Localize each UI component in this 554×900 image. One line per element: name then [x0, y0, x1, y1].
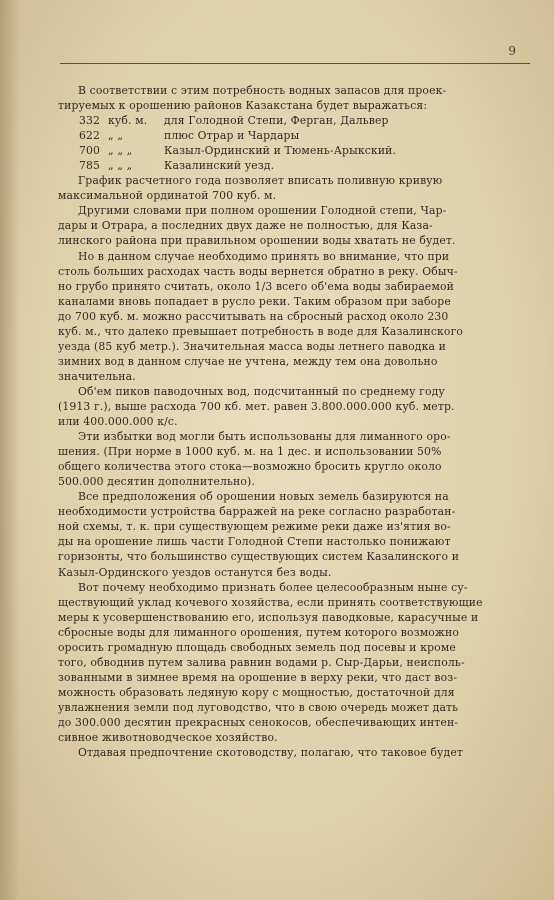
text-line: или 400.000.000 к/с. — [58, 415, 178, 429]
text-line: столь больших расходах часть воды вернется обратно в реку. Обыч- — [58, 264, 458, 278]
text-line: В соответствии с этим потребность водных запасов для проек- — [78, 84, 447, 97]
page-shadow — [0, 0, 20, 900]
text-line: уезда (85 куб метр.). Значительная масса воды летнего паводка и — [58, 339, 446, 353]
requirement-unit: „ „ „ — [108, 144, 133, 158]
text-line: того, обводнив путем залива равнин водами р. Сыр-Дарьи, неисполь- — [58, 655, 465, 669]
text-line: тируемых к орошению районов Казакстана будет выражаться: — [58, 99, 428, 113]
paragraph — [58, 489, 516, 579]
text-line: общего количества этого стока—возможно бросить кругло около — [58, 460, 442, 474]
text-line: График расчетного года позволяет вписать поливную кривую — [78, 174, 443, 188]
requirement-unit: куб. м. — [108, 114, 148, 128]
text-line: (1913 г.), выше расхода 700 кб. мет. равен 3.800.000.000 куб. метр. — [58, 399, 455, 413]
requirement-unit: „ „ „ — [108, 159, 133, 173]
paragraph — [58, 173, 516, 203]
text-line: но грубо принято считать, около 1/3 всего об'ема воды забираемой — [58, 279, 454, 293]
text-line: сбросные воды для лиманного орошения, путем которого возможно — [58, 625, 460, 639]
header-rule — [60, 63, 530, 64]
text-line: Эти избытки вод могли быть использованы для лиманного оро- — [78, 430, 451, 444]
text-line: оросить громадную площадь свободных земель под посевы и кроме — [58, 640, 456, 654]
text-line: Все предположения об орошении новых земель базируются на — [78, 490, 449, 504]
requirement-regions: Казалинский уезд. — [164, 159, 275, 173]
text-line: Но в данном случае необходимо принять во внимание, что при — [78, 249, 450, 263]
water-requirements-list — [58, 113, 516, 173]
text-line: линского района при правильном орошении воды хватать не будет. — [58, 234, 456, 248]
text-line: можность образовать ледяную кору с мощностью, достаточной для — [58, 685, 455, 699]
text-line: горизонты, что большинство существующих систем Казалинского и — [58, 550, 460, 564]
paragraph — [58, 203, 516, 248]
text-line: Вот почему необходимо признать более целесообразным ныне су- — [78, 580, 468, 594]
paragraph-intro — [58, 83, 516, 113]
text-line: дары и Отрара, а последних двух даже не полностью, для Каза- — [58, 219, 433, 233]
page-number: 9 — [508, 44, 516, 58]
text-line: зованными в зимнее время на орошение в верху реки, что даст воз- — [58, 670, 458, 684]
text-line: ществующий уклад кочевого хозяйства, если принять соответствующие — [58, 595, 483, 609]
requirement-regions: плюс Отрар и Чардары — [164, 129, 300, 143]
text-line: Отдавая предпочтение скотоводству, полагаю, что таковое будет — [78, 746, 464, 760]
text-line: Об'ем пиков паводочных вод, подсчитанный по среднему году — [78, 384, 445, 398]
text-line: меры к усовершенствованию его, используя паводковые, карасучные и — [58, 610, 479, 624]
requirement-unit: „ „ — [108, 129, 124, 143]
text-line: сивное животноводческое хозяйство. — [58, 731, 278, 745]
requirement-regions: Казыл-Ординский и Тюмень-Арыкский. — [164, 144, 397, 158]
text-line: ды на орошение лишь части Голодной Степи настолько понижают — [58, 535, 451, 549]
requirement-amount: 785 — [78, 159, 100, 173]
paragraph — [58, 745, 516, 760]
requirement-row — [58, 128, 516, 143]
text-line: зимних вод в данном случае не учтена, между тем она довольно — [58, 354, 438, 368]
text-line: каналами вновь попадает в русло реки. Таким образом при заборе — [58, 294, 451, 308]
text-line: значительна. — [58, 369, 136, 383]
requirement-amount: 700 — [78, 144, 100, 158]
text-line: максимальной ординатой 700 куб. м. — [58, 189, 277, 203]
paragraph — [58, 580, 516, 746]
text-line: до 300.000 десятин прекрасных сенокосов, обеспечивающих интен- — [58, 715, 459, 729]
text-line: ной схемы, т. к. при существующем режиме реки даже из'ятия во- — [58, 520, 451, 534]
requirement-row — [58, 143, 516, 158]
text-line: Казыл-Ординского уездов останутся без воды. — [58, 565, 332, 579]
paragraph — [58, 249, 516, 384]
text-line: куб. м., что далеко превышает потребность в воде для Казалинского — [58, 324, 464, 338]
requirement-row — [58, 113, 516, 128]
text-line: 500.000 десятин дополнительно). — [58, 475, 255, 489]
text-line: необходимости устройства барражей на реке согласно разработан- — [58, 505, 456, 519]
requirement-regions: для Голодной Степи, Ферган, Дальвер — [164, 114, 389, 128]
text-line: увлажнения земли под луговодство, что в свою очередь может дать — [58, 700, 459, 714]
requirement-amount: 332 — [78, 114, 100, 128]
body-text — [58, 83, 516, 760]
requirement-row — [58, 158, 516, 173]
requirement-amount: 622 — [78, 129, 100, 143]
text-line: шения. (При норме в 1000 куб. м. на 1 дес. и использовании 50% — [58, 445, 442, 459]
paragraph — [58, 384, 516, 429]
text-line: до 700 куб. м. можно рассчитывать на сбросный расход около 230 — [58, 309, 449, 323]
paragraph — [58, 429, 516, 489]
text-line: Другими словами при полном орошении Голодной степи, Чар- — [78, 204, 447, 218]
